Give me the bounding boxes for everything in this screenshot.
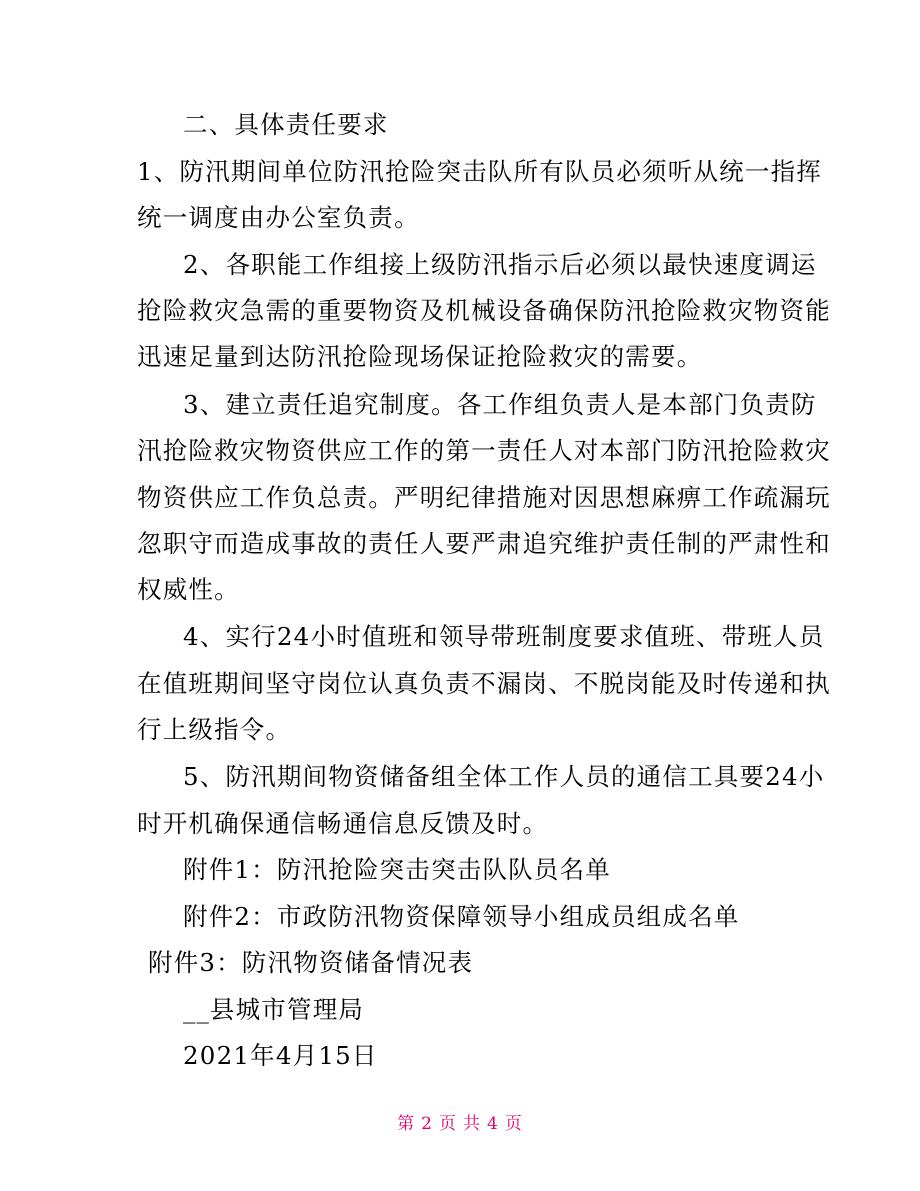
total-pages-number: 4 [487, 1114, 499, 1134]
footer-text-di: 第 [397, 1114, 416, 1134]
paragraph-line: 忽职守而造成事故的责任人要严肃追究维护责任制的严肃性和 [137, 529, 831, 558]
paragraph-line: 4、实行24小时值班和领导带班制度要求值班、带班人员 [183, 622, 825, 651]
footer-text-ye: 页 [439, 1114, 457, 1134]
attachment-item: 附件2：市政防汛物资保障领导小组成员组成名单 [183, 902, 740, 931]
paragraph-line: 1、防汛期间单位防汛抢险突击队所有队员必须听从统一指挥 [137, 157, 822, 186]
footer-text-ye: 页 [504, 1114, 523, 1134]
attachment-item: 附件3：防汛物资储备情况表 [148, 948, 474, 977]
paragraph-line: 行上级指令。 [137, 715, 292, 744]
paragraph-line: 时开机确保通信畅通信息反馈及时。 [137, 809, 549, 838]
paragraph-line: 汛抢险救灾物资供应工作的第一责任人对本部门防汛抢险救灾 [137, 436, 831, 465]
paragraph-line: 5、防汛期间物资储备组全体工作人员的通信工具要24小 [183, 762, 825, 791]
paragraph-line: 统一调度由办公室负责。 [137, 203, 420, 232]
footer-text-gong: 共 [463, 1114, 481, 1134]
paragraph-line: 权威性。 [137, 575, 240, 604]
current-page-number: 2 [421, 1114, 433, 1134]
paragraph-line: 2、各职能工作组接上级防汛指示后必须以最快速度调运 [183, 250, 817, 279]
paragraph-line: 抢险救灾急需的重要物资及机械设备确保防汛抢险救灾物资能 [137, 296, 831, 325]
paragraph-line: 迅速足量到达防汛抢险现场保证抢险救灾的需要。 [137, 342, 703, 371]
attachment-item: 附件1：防汛抢险突击突击队队员名单 [183, 855, 611, 884]
paragraph-line: 3、建立责任追究制度。各工作组负责人是本部门负责防 [183, 390, 817, 419]
issuer: __县城市管理局 [183, 995, 365, 1024]
paragraph-line: 物资供应工作负总责。严明纪律措施对因思想麻痹工作疏漏玩 [137, 483, 831, 512]
section-heading: 二、具体责任要求 [183, 110, 389, 139]
page-footer [0, 1113, 920, 1135]
paragraph-line: 在值班期间坚守岗位认真负责不漏岗、不脱岗能及时传递和执 [137, 669, 831, 698]
issue-date: 2021年4月15日 [183, 1041, 378, 1070]
